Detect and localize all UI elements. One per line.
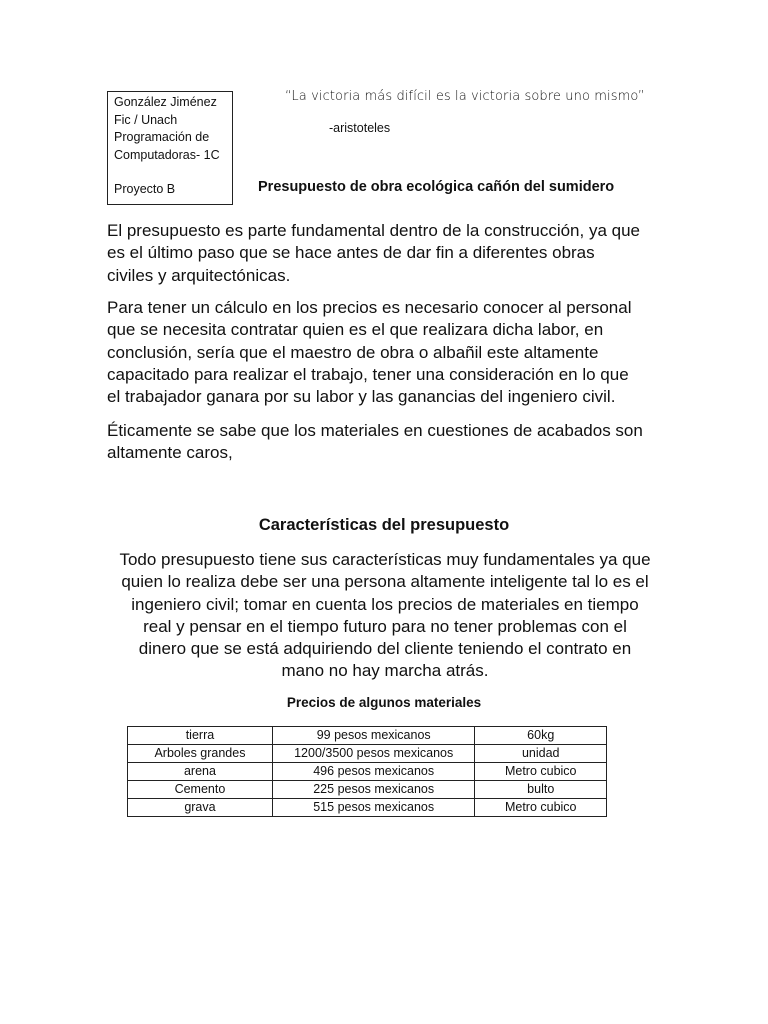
- paragraph-line: ingeniero civil; tomar en cuenta los precios de materiales en tiempo: [131, 594, 639, 614]
- table-row: [128, 763, 607, 781]
- paragraph-line: capacitado para realizar el trabajo, tener una consideración en lo que: [107, 364, 629, 384]
- paragraph-line: Para tener un cálculo en los precios es necesario conocer al personal: [107, 298, 632, 317]
- paragraph-line: conclusión, sería que el maestro de obra o albañil este altamente: [107, 342, 599, 362]
- paragraph-intro: [107, 220, 667, 287]
- table-row: [128, 727, 607, 745]
- material-name-cell: tierra: [128, 727, 273, 745]
- paragraph-line: mano no hay marcha atrás.: [281, 661, 489, 681]
- material-unit-cell: 60kg: [475, 727, 607, 745]
- paragraph-line: altamente caros,: [107, 443, 233, 463]
- paragraph-line: real y pensar en el tiempo futuro para no tener problemas con el: [143, 616, 627, 636]
- material-unit-cell: unidad: [475, 745, 607, 763]
- material-price-cell: 1200/3500 pesos mexicanos: [272, 745, 475, 763]
- paragraph-line: que se necesita contratar quien es el que realizara dicha labor, en: [107, 320, 604, 340]
- materials-price-table: [127, 726, 607, 817]
- material-unit-cell: bulto: [475, 781, 607, 799]
- paragraph-line: es el último paso que se hace antes de dar fin a diferentes obras: [107, 243, 595, 263]
- material-price-cell: 515 pesos mexicanos: [272, 799, 475, 817]
- paragraph-line: el trabajador ganara por su labor y las ganancias del ingeniero civil.: [107, 387, 616, 407]
- paragraph-characteristics: [100, 549, 670, 683]
- table-row: [128, 799, 607, 817]
- material-name-cell: Cemento: [128, 781, 273, 799]
- section-heading: Características del presupuesto: [258, 516, 510, 534]
- document-title: Presupuesto de obra ecológica cañón del sumidero: [258, 179, 615, 195]
- table-title: Precios de algunos materiales: [286, 695, 482, 710]
- course-name-line2: Computadoras- 1C: [114, 147, 220, 162]
- spacer: [114, 164, 226, 181]
- institution: Fic / Unach: [114, 112, 178, 127]
- paragraph-line: El presupuesto es parte fundamental dentro de la construcción, ya que: [107, 221, 641, 240]
- material-name-cell: grava: [128, 799, 273, 817]
- material-name-cell: arena: [128, 763, 273, 781]
- table-row: [128, 745, 607, 763]
- material-unit-cell: Metro cubico: [475, 763, 607, 781]
- project-label: Proyecto B: [114, 182, 176, 196]
- paragraph-line: dinero que se está adquiriendo del cliente teniendo el contrato en: [138, 639, 632, 659]
- material-name-cell: Arboles grandes: [128, 745, 273, 763]
- paragraph-materials-cost: [107, 420, 667, 465]
- paragraph-line: Todo presupuesto tiene sus características muy fundamentales ya que: [119, 550, 651, 569]
- paragraph-line: Éticamente se sabe que los materiales en cuestiones de acabados son: [107, 421, 643, 440]
- material-price-cell: 225 pesos mexicanos: [272, 781, 475, 799]
- material-price-cell: 496 pesos mexicanos: [272, 763, 475, 781]
- paragraph-line: civiles y arquitectónicas.: [107, 265, 291, 285]
- material-price-cell: 99 pesos mexicanos: [272, 727, 475, 745]
- epigraph-author: -aristoteles: [329, 121, 391, 135]
- paragraph-personnel: [107, 297, 667, 408]
- paragraph-line: quien lo realiza debe ser una persona altamente inteligente tal lo es el: [121, 572, 649, 592]
- material-unit-cell: Metro cubico: [475, 799, 607, 817]
- epigraph-quote: “La victoria más difícil es la victoria sobre uno mismo”: [285, 89, 645, 104]
- author-name: González Jiménez: [114, 95, 217, 109]
- author-info-box: [107, 91, 233, 205]
- course-name-line1: Programación de: [114, 130, 210, 144]
- table-row: [128, 781, 607, 799]
